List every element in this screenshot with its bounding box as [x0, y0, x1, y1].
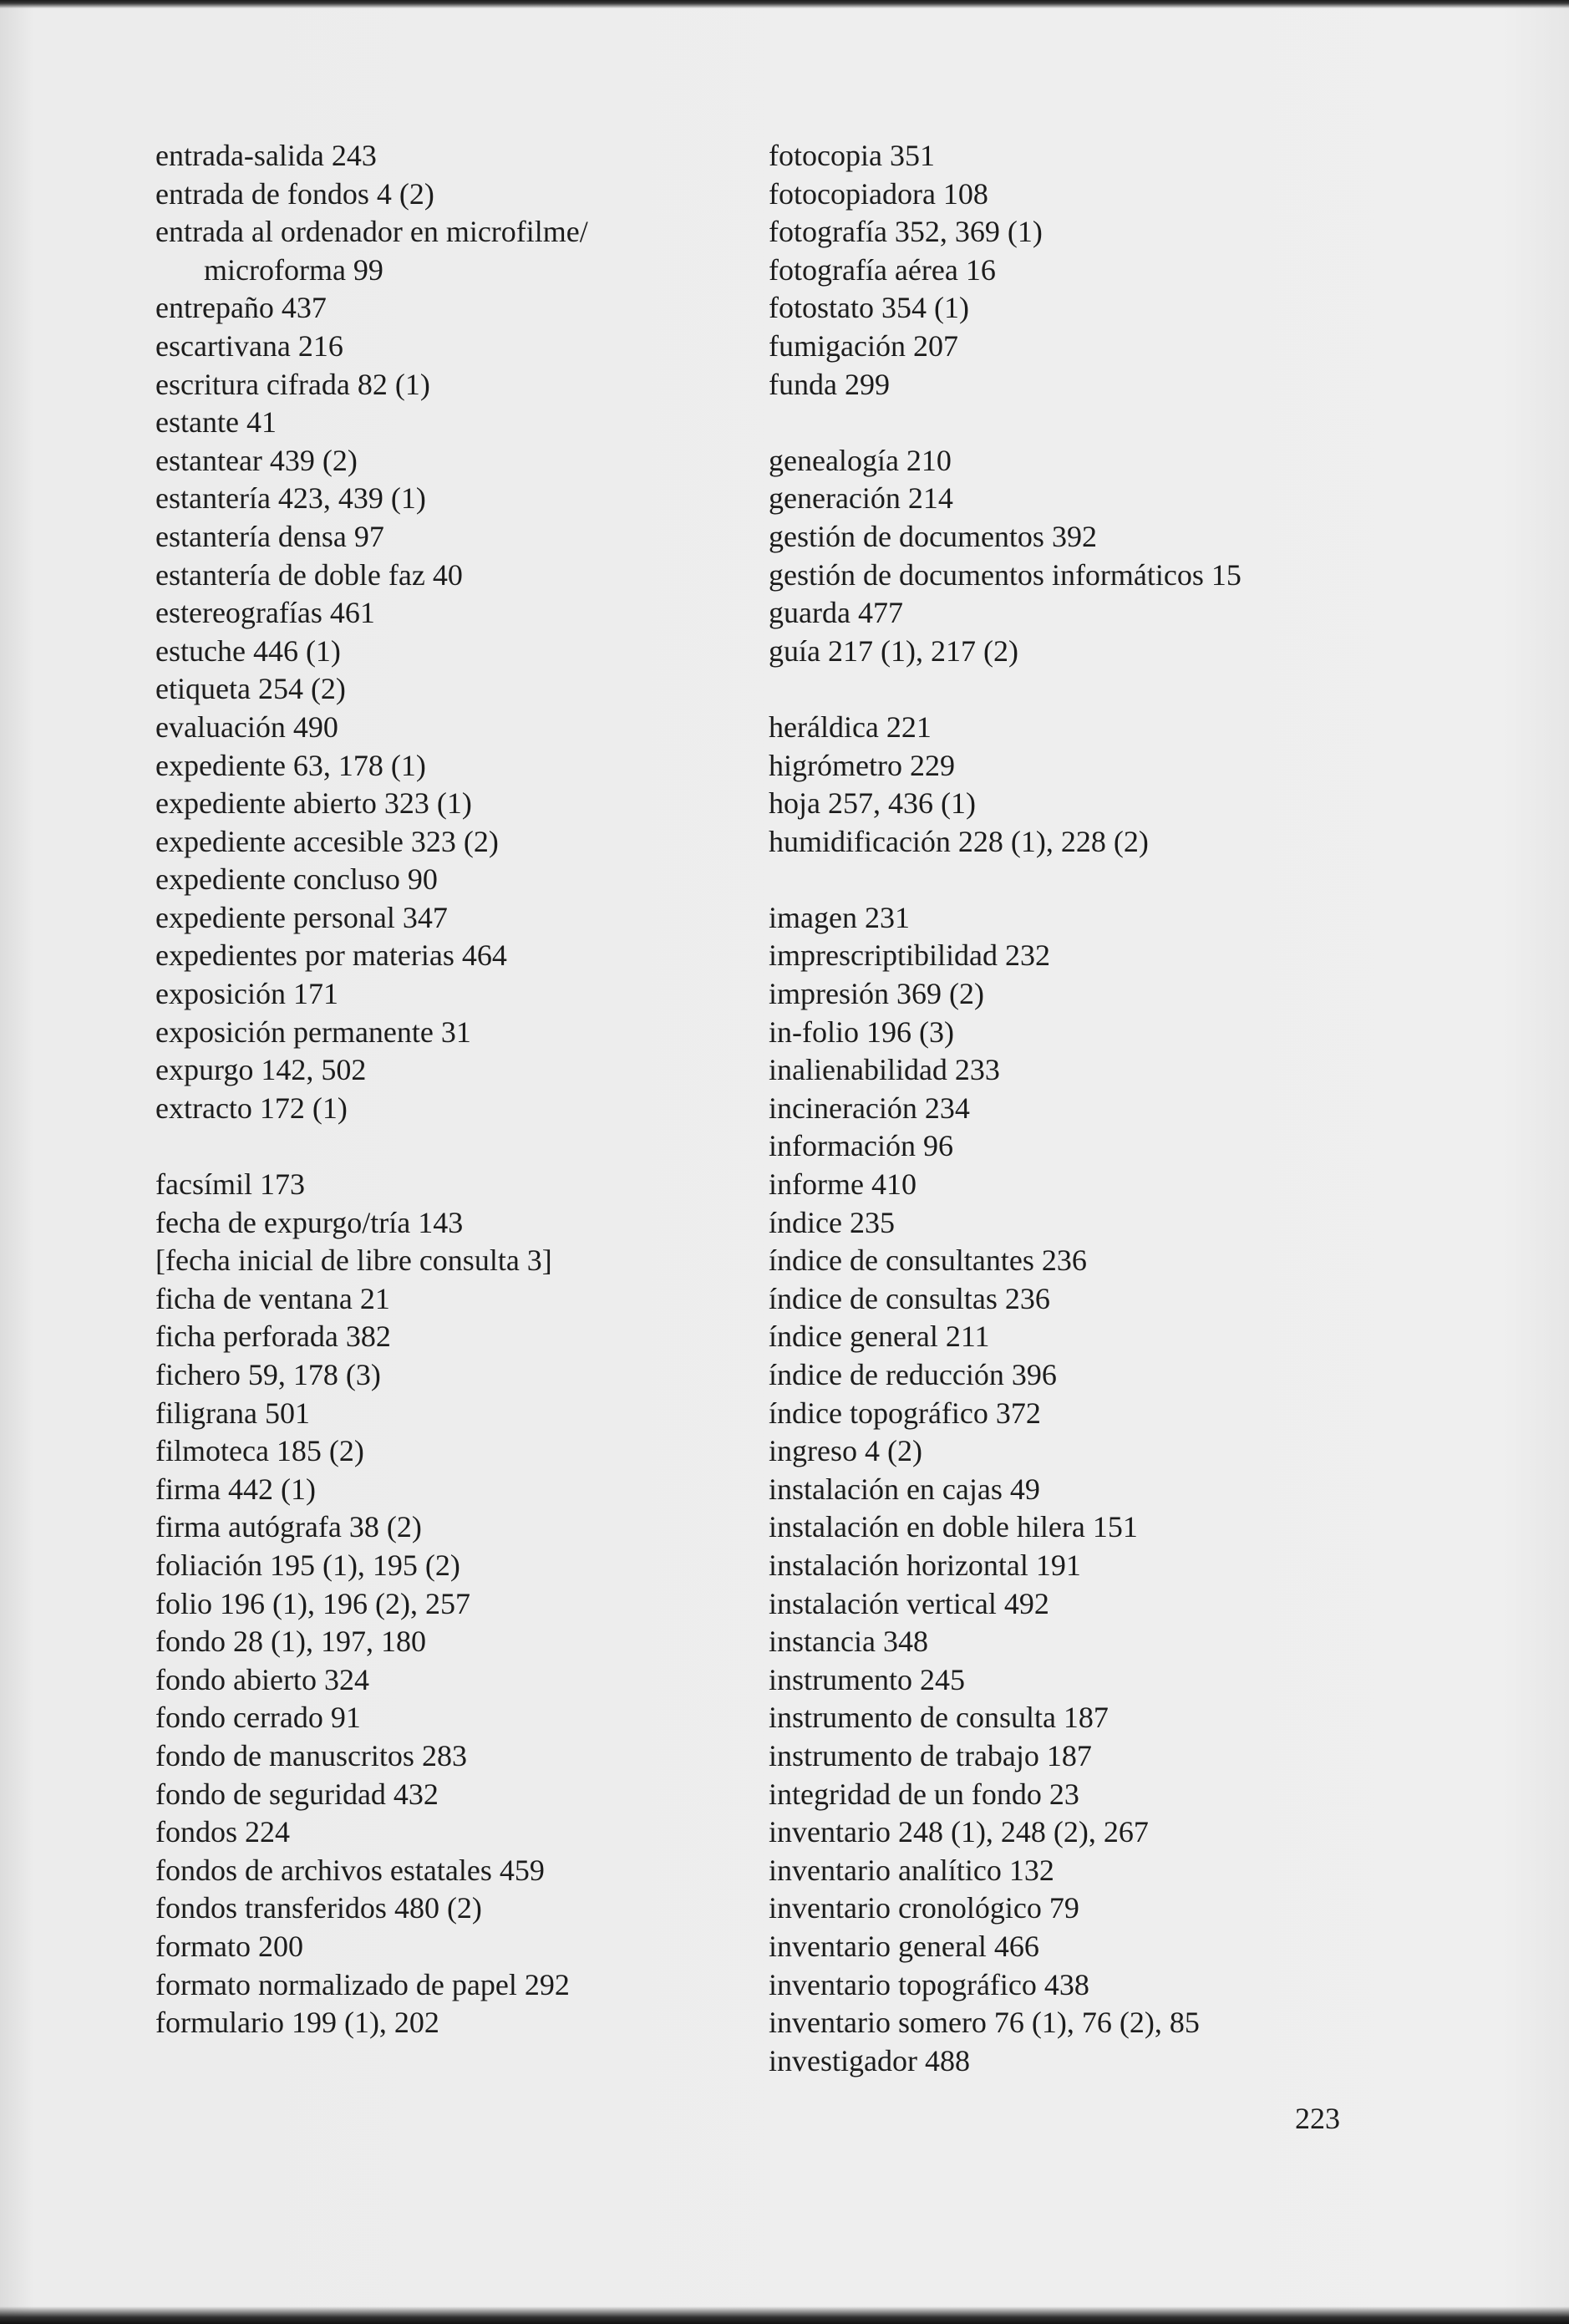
page-number: 223: [1295, 2102, 1340, 2135]
index-entry: genealogía 210: [769, 443, 952, 477]
index-entry: instrumento de trabajo 187: [769, 1738, 1092, 1772]
index-entry: índice de reducción 396: [769, 1358, 1057, 1391]
section-gap: [769, 861, 1437, 899]
index-entry: foliación 195 (1), 195 (2): [155, 1548, 460, 1582]
index-entry: higrómetro 229: [769, 748, 955, 782]
index-entry: fondo 28 (1), 197, 180: [155, 1625, 426, 1659]
index-entry: etiqueta 254 (2): [155, 672, 346, 706]
scan-bottom-edge: [0, 2306, 1569, 2324]
index-entry: estantear 439 (2): [155, 443, 358, 477]
index-entry: formato normalizado de papel 292: [155, 1967, 570, 2001]
index-entry: hoja 257, 436 (1): [769, 786, 976, 821]
index-entry: inventario topográfico 438: [769, 1967, 1089, 2001]
index-entry: fondos de archivos estatales 459: [155, 1853, 545, 1887]
index-entry: extracto 172 (1): [155, 1091, 348, 1125]
index-entry: índice de consultantes 236: [769, 1243, 1087, 1278]
index-entry: ficha perforada 382: [155, 1320, 391, 1354]
index-entry: instalación en doble hilera 151: [769, 1510, 1138, 1544]
index-entry: instalación en cajas 49: [769, 1472, 1040, 1506]
index-entry: fecha de expurgo/tría 143: [155, 1205, 464, 1239]
index-entry: filigrana 501: [155, 1396, 310, 1430]
section-gap: [769, 670, 1437, 709]
scan-top-edge: [0, 0, 1569, 8]
index-entry: instrumento de consulta 187: [769, 1701, 1109, 1735]
index-entry: fotocopia 351: [769, 139, 935, 172]
index-entry: expurgo 142, 502: [155, 1053, 367, 1087]
index-entry: firma 442 (1): [155, 1472, 316, 1506]
index-entry: estereografías 461: [155, 596, 375, 630]
index-entry: heráldica 221: [769, 709, 932, 744]
index-entry: fichero 59, 178 (3): [155, 1358, 381, 1391]
index-entry: expediente personal 347: [155, 900, 448, 934]
index-entry: funda 299: [769, 367, 890, 401]
index-entry: estantería 423, 439 (1): [155, 481, 426, 516]
index-entry: índice 235: [769, 1205, 895, 1239]
index-entry: estantería de doble faz 40: [155, 557, 463, 592]
index-entry: integridad de un fondo 23: [769, 1777, 1079, 1811]
index-entry: fotostato 354 (1): [769, 291, 969, 325]
index-entry: fondo cerrado 91: [155, 1701, 361, 1735]
index-entry: ficha de ventana 21: [155, 1281, 390, 1315]
section-gap: [769, 404, 1437, 442]
index-entry: inventario general 466: [769, 1929, 1039, 1963]
index-entry: inventario cronológico 79: [769, 1891, 1079, 1925]
index-entry: exposición 171: [155, 977, 338, 1011]
index-entry: índice general 211: [769, 1320, 990, 1354]
index-entry: inventario 248 (1), 248 (2), 267: [769, 1815, 1149, 1849]
index-entry: humidificación 228 (1), 228 (2): [769, 824, 1149, 858]
index-entry: [fecha inicial de libre consulta 3]: [155, 1243, 552, 1278]
index-entry: ingreso 4 (2): [769, 1434, 922, 1468]
index-entry: gestión de documentos informáticos 15: [769, 557, 1241, 592]
index-entry: in-folio 196 (3): [769, 1015, 954, 1049]
index-entry: inalienabilidad 233: [769, 1053, 1000, 1087]
index-entry: fotografía 352, 369 (1): [769, 215, 1043, 249]
index-entry: instrumento 245: [769, 1662, 965, 1696]
index-entry: firma autógrafa 38 (2): [155, 1510, 422, 1544]
index-entry: escartivana 216: [155, 328, 343, 363]
index-entry: índice topográfico 372: [769, 1396, 1041, 1430]
index-entry: fondos transferidos 480 (2): [155, 1891, 482, 1925]
index-entry: escritura cifrada 82 (1): [155, 367, 430, 401]
index-entry: instalación vertical 492: [769, 1586, 1049, 1620]
index-entry: entrada al ordenador en microfilme/: [155, 215, 588, 249]
index-entry: entrada de fondos 4 (2): [155, 176, 434, 211]
index-entry: guía 217 (1), 217 (2): [769, 633, 1018, 668]
index-entry: fondo de manuscritos 283: [155, 1738, 467, 1772]
index-entry: inventario analítico 132: [769, 1853, 1054, 1887]
index-entry: imprescriptibilidad 232: [769, 938, 1050, 973]
index-entry: investigador 488: [769, 2043, 970, 2077]
index-column-left: [155, 137, 757, 2042]
index-entry: fumigación 207: [769, 328, 958, 363]
index-entry: facsímil 173: [155, 1167, 305, 1202]
index-entry: entrada-salida 243: [155, 139, 377, 172]
index-entry: formulario 199 (1), 202: [155, 2006, 439, 2040]
index-entry: expediente 63, 178 (1): [155, 748, 426, 782]
index-entry: instancia 348: [769, 1625, 928, 1659]
index-entry-continuation: microforma 99: [204, 252, 383, 287]
index-entry: exposición permanente 31: [155, 1015, 471, 1049]
index-entry: inventario somero 76 (1), 76 (2), 85: [769, 2006, 1200, 2040]
section-gap: [155, 1127, 757, 1166]
index-entry: informe 410: [769, 1167, 917, 1202]
index-entry: estuche 446 (1): [155, 633, 341, 668]
index-entry: instalación horizontal 191: [769, 1548, 1081, 1582]
index-entry: evaluación 490: [155, 709, 338, 744]
index-entry: incineración 234: [769, 1091, 970, 1125]
index-entry: generación 214: [769, 481, 953, 516]
index-entry: fondo abierto 324: [155, 1662, 369, 1696]
index-entry: información 96: [769, 1129, 953, 1163]
index-entry: expediente abierto 323 (1): [155, 786, 472, 821]
index-entry: fondo de seguridad 432: [155, 1777, 439, 1811]
index-entry: entrepaño 437: [155, 291, 327, 325]
index-entry: estante 41: [155, 405, 277, 440]
index-entry: expedientes por materias 464: [155, 938, 507, 973]
index-entry: fotografía aérea 16: [769, 252, 996, 287]
index-entry: expediente concluso 90: [155, 862, 438, 897]
index-entry: fondos 224: [155, 1815, 290, 1849]
index-entry: impresión 369 (2): [769, 977, 984, 1011]
index-entry: filmoteca 185 (2): [155, 1434, 364, 1468]
index-entry: imagen 231: [769, 900, 910, 934]
index-entry: formato 200: [155, 1929, 303, 1963]
index-entry: expediente accesible 323 (2): [155, 824, 499, 858]
index-entry: fotocopiadora 108: [769, 176, 988, 211]
index-entry: gestión de documentos 392: [769, 519, 1097, 553]
index-entry: folio 196 (1), 196 (2), 257: [155, 1586, 470, 1620]
index-column-right: [769, 137, 1437, 2080]
index-entry: estantería densa 97: [155, 519, 384, 553]
index-entry: guarda 477: [769, 596, 903, 630]
index-entry: índice de consultas 236: [769, 1281, 1050, 1315]
